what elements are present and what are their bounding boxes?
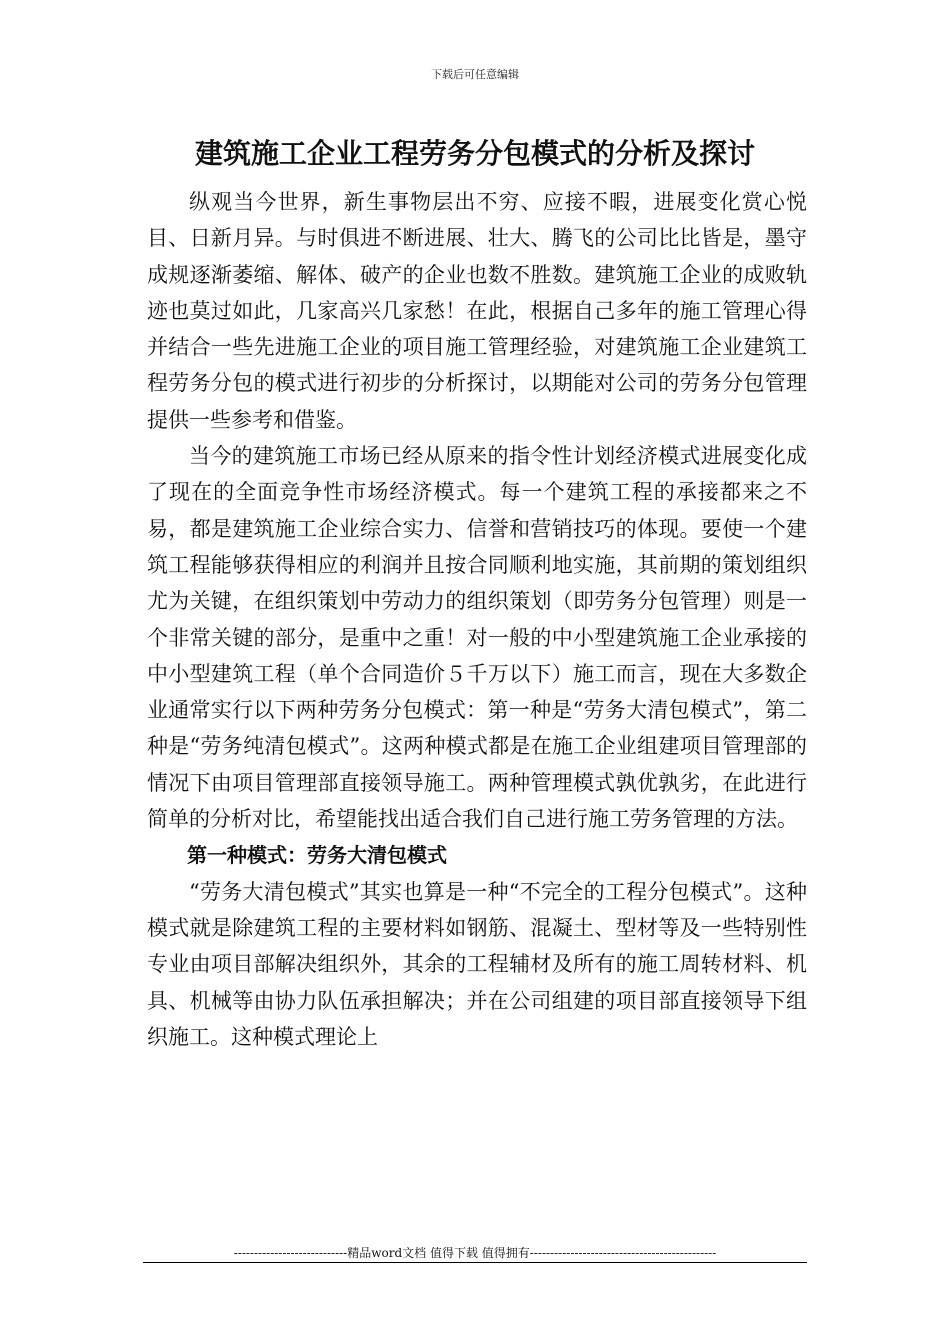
paragraph-intro: 纵观当今世界，新生事物层出不穷、应接不暇，进展变化赏心悦目、日新月异。与时俱进不断进展、壮大、腾飞的公司比比皆是，墨守成规逐渐萎缩、解体、破产的企业也数不胜数。建筑施工企业的成败轨迹也莫过如此，几家高兴几家愁！在此，根据自己多年的施工管理心得并结合一些先进施工企业的项目施工管理经验，对建筑施工企业建筑工程劳务分包的模式进行初步的分析探讨，以期能对公司的劳务分包管理提供一些参考和借鉴。 [147,190,807,432]
paragraph-market: 当今的建筑施工市场已经从原来的指令性计划经济模式进展变化成了现在的全面竞争性市场经济模式。每一个建筑工程的承接都来之不易，都是建筑施工企业综合实力、信誉和营销技巧的体现。要使一个建筑工程能够获得相应的利润并且按合同顺利地实施，其前期的策划组织尤为关键，在组织策划中劳动力的组织策划（即劳务分包管理）则是一个非常关键的部分，是重中之重！对一般的中小型建筑施工企业承接的中小型建筑工程（单个合同造价５千万以下）施工而言，现在大多数企业通常实行以下两种劳务分包模式：第一种是“劳务大清包模式”，第二种是“劳务纯清包模式”。这两种模式都是在施工企业组建项目管理部的情况下由项目管理部直接领导施工。两种管理模式孰优孰劣，在此进行简单的分析对比，希望能找出适合我们自己进行施工劳务管理的方法。 [147,444,807,832]
header-note: 下载后可任意编辑 [431,68,519,81]
paragraph-mode-one: “劳务大清包模式”其实也算是一种“不完全的工程分包模式”。这种模式就是除建筑工程的主要材料如钢筋、混凝土、型材等及一些特别性专业由项目部解决组织外，其余的工程辅材及所有的施工周转材料、机具、机械等由协力队伍承担解决；并在公司组建的项目部直接领导下组织施工。这种模式理论上 [147,879,807,1049]
document-body [147,184,807,1055]
section-heading: 第一种模式：劳务大清包模式 [187,843,447,868]
footer-rule [143,1262,807,1263]
footer-note: ----------------------------精品word文档 值得下载 值得拥有---------------------------------------------- [233,1246,717,1260]
document-title: 建筑施工企业工程劳务分包模式的分析及探讨 [194,137,755,170]
